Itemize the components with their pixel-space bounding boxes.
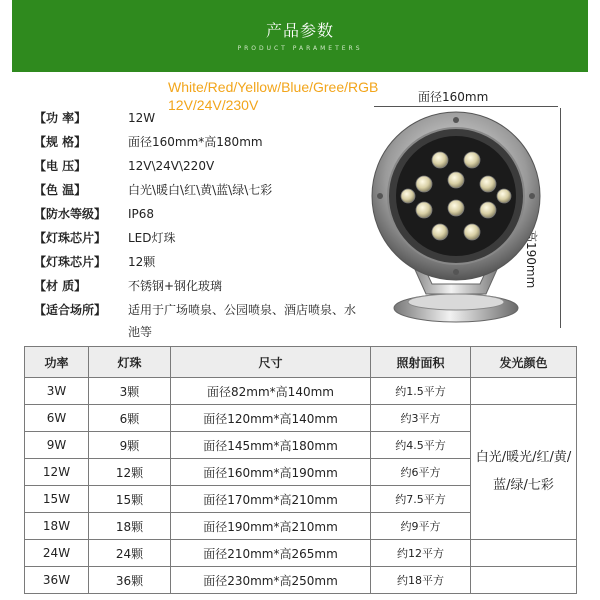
spec-list bbox=[34, 106, 357, 342]
spec-label: 【电 压】 bbox=[34, 159, 87, 173]
cell-power: 9W bbox=[25, 432, 89, 459]
cell-area: 约1.5平方 bbox=[371, 378, 471, 405]
spec-row-voltage bbox=[34, 154, 354, 178]
spec-value: 12颗 bbox=[128, 255, 156, 269]
header-banner bbox=[12, 0, 588, 72]
cell-area: 约4.5平方 bbox=[371, 432, 471, 459]
color-note-line2: 12V/24V/230V bbox=[168, 97, 259, 113]
table-row bbox=[25, 540, 577, 567]
spec-value: 面径160mm*高180mm bbox=[128, 135, 263, 149]
cell-power: 18W bbox=[25, 513, 89, 540]
cell-power: 15W bbox=[25, 486, 89, 513]
cell-area: 约18平方 bbox=[371, 567, 471, 594]
table-row bbox=[25, 567, 577, 594]
spec-value: 12W bbox=[128, 111, 156, 125]
spec-row-chip bbox=[34, 226, 354, 250]
cell-power: 24W bbox=[25, 540, 89, 567]
cell-size: 面径190mm*高210mm bbox=[171, 513, 371, 540]
page-title: 产品参数 bbox=[265, 21, 334, 40]
cell-size: 面径120mm*高140mm bbox=[171, 405, 371, 432]
table-header-row bbox=[25, 347, 577, 378]
cell-power: 12W bbox=[25, 459, 89, 486]
table-row bbox=[25, 405, 577, 432]
spec-label: 【适合场所】 bbox=[34, 303, 107, 317]
cell-colors: 白光/暖光/红/黄/蓝/绿/七彩 bbox=[471, 405, 577, 540]
cell-beads: 3颗 bbox=[89, 378, 171, 405]
spec-label: 【材 质】 bbox=[34, 279, 87, 293]
cell-beads: 12颗 bbox=[89, 459, 171, 486]
height-dimension-line bbox=[560, 108, 561, 328]
screw-icon bbox=[377, 193, 383, 199]
col-header-size: 尺寸 bbox=[171, 347, 371, 378]
cell-size: 面径145mm*高180mm bbox=[171, 432, 371, 459]
cell-beads: 15颗 bbox=[89, 486, 171, 513]
cell-power: 6W bbox=[25, 405, 89, 432]
table-row bbox=[25, 378, 577, 405]
col-header-colors: 发光颜色 bbox=[471, 347, 577, 378]
spec-row-waterproof bbox=[34, 202, 354, 226]
col-header-power: 功率 bbox=[25, 347, 89, 378]
screw-icon bbox=[453, 117, 459, 123]
spec-label: 【规 格】 bbox=[34, 135, 87, 149]
spec-value: 12V\24V\220V bbox=[128, 159, 215, 173]
cell-area: 约9平方 bbox=[371, 513, 471, 540]
height-dimension-label: 高190mm bbox=[524, 230, 538, 289]
width-dimension-label: 面径160mm bbox=[418, 90, 489, 104]
col-header-area: 照射面积 bbox=[371, 347, 471, 378]
spec-row-application bbox=[34, 298, 357, 342]
spec-label: 【色 温】 bbox=[34, 183, 87, 197]
cell-colors-empty bbox=[471, 378, 577, 405]
spec-label: 【灯珠芯片】 bbox=[34, 231, 107, 245]
cell-power: 3W bbox=[25, 378, 89, 405]
params-table bbox=[24, 346, 577, 594]
lamp-base-top bbox=[408, 294, 504, 310]
cell-size: 面径210mm*高265mm bbox=[171, 540, 371, 567]
spec-row-size bbox=[34, 130, 354, 154]
cell-beads: 36颗 bbox=[89, 567, 171, 594]
cell-area: 约12平方 bbox=[371, 540, 471, 567]
cell-colors-empty bbox=[471, 540, 577, 567]
cell-size: 面径160mm*高190mm bbox=[171, 459, 371, 486]
spec-row-power bbox=[34, 106, 354, 130]
spec-label: 【防水等级】 bbox=[34, 207, 107, 221]
cell-beads: 9颗 bbox=[89, 432, 171, 459]
spec-label: 【功 率】 bbox=[34, 111, 87, 125]
cell-beads: 6颗 bbox=[89, 405, 171, 432]
spec-value: IP68 bbox=[128, 207, 155, 221]
screw-icon bbox=[453, 269, 459, 275]
cell-size: 面径82mm*高140mm bbox=[171, 378, 371, 405]
page-subtitle: PRODUCT PARAMETERS bbox=[237, 45, 363, 52]
spec-value: 白光\暖白\红\黄\蓝\绿\七彩 bbox=[128, 183, 273, 197]
cell-colors-empty bbox=[471, 567, 577, 594]
cell-size: 面径170mm*高210mm bbox=[171, 486, 371, 513]
cell-area: 约7.5平方 bbox=[371, 486, 471, 513]
cell-size: 面径230mm*高250mm bbox=[171, 567, 371, 594]
spec-row-chip-count bbox=[34, 250, 354, 274]
spec-value: 适用于广场喷泉、公园喷泉、酒店喷泉、水池等 bbox=[128, 303, 357, 339]
cell-beads: 18颗 bbox=[89, 513, 171, 540]
cell-power: 36W bbox=[25, 567, 89, 594]
spec-row-material bbox=[34, 274, 354, 298]
screw-icon bbox=[529, 193, 535, 199]
cell-area: 约3平方 bbox=[371, 405, 471, 432]
spec-value: LED灯珠 bbox=[128, 231, 176, 245]
spec-value: 不锈钢+钢化玻璃 bbox=[128, 279, 223, 293]
cell-beads: 24颗 bbox=[89, 540, 171, 567]
col-header-beads: 灯珠 bbox=[89, 347, 171, 378]
underwater-lamp-image bbox=[368, 104, 544, 328]
spec-row-color-temp bbox=[34, 178, 354, 202]
spec-label: 【灯珠芯片】 bbox=[34, 255, 107, 269]
color-note-line1: White/Red/Yellow/Blue/Gree/RGB bbox=[168, 79, 379, 95]
cell-area: 约6平方 bbox=[371, 459, 471, 486]
